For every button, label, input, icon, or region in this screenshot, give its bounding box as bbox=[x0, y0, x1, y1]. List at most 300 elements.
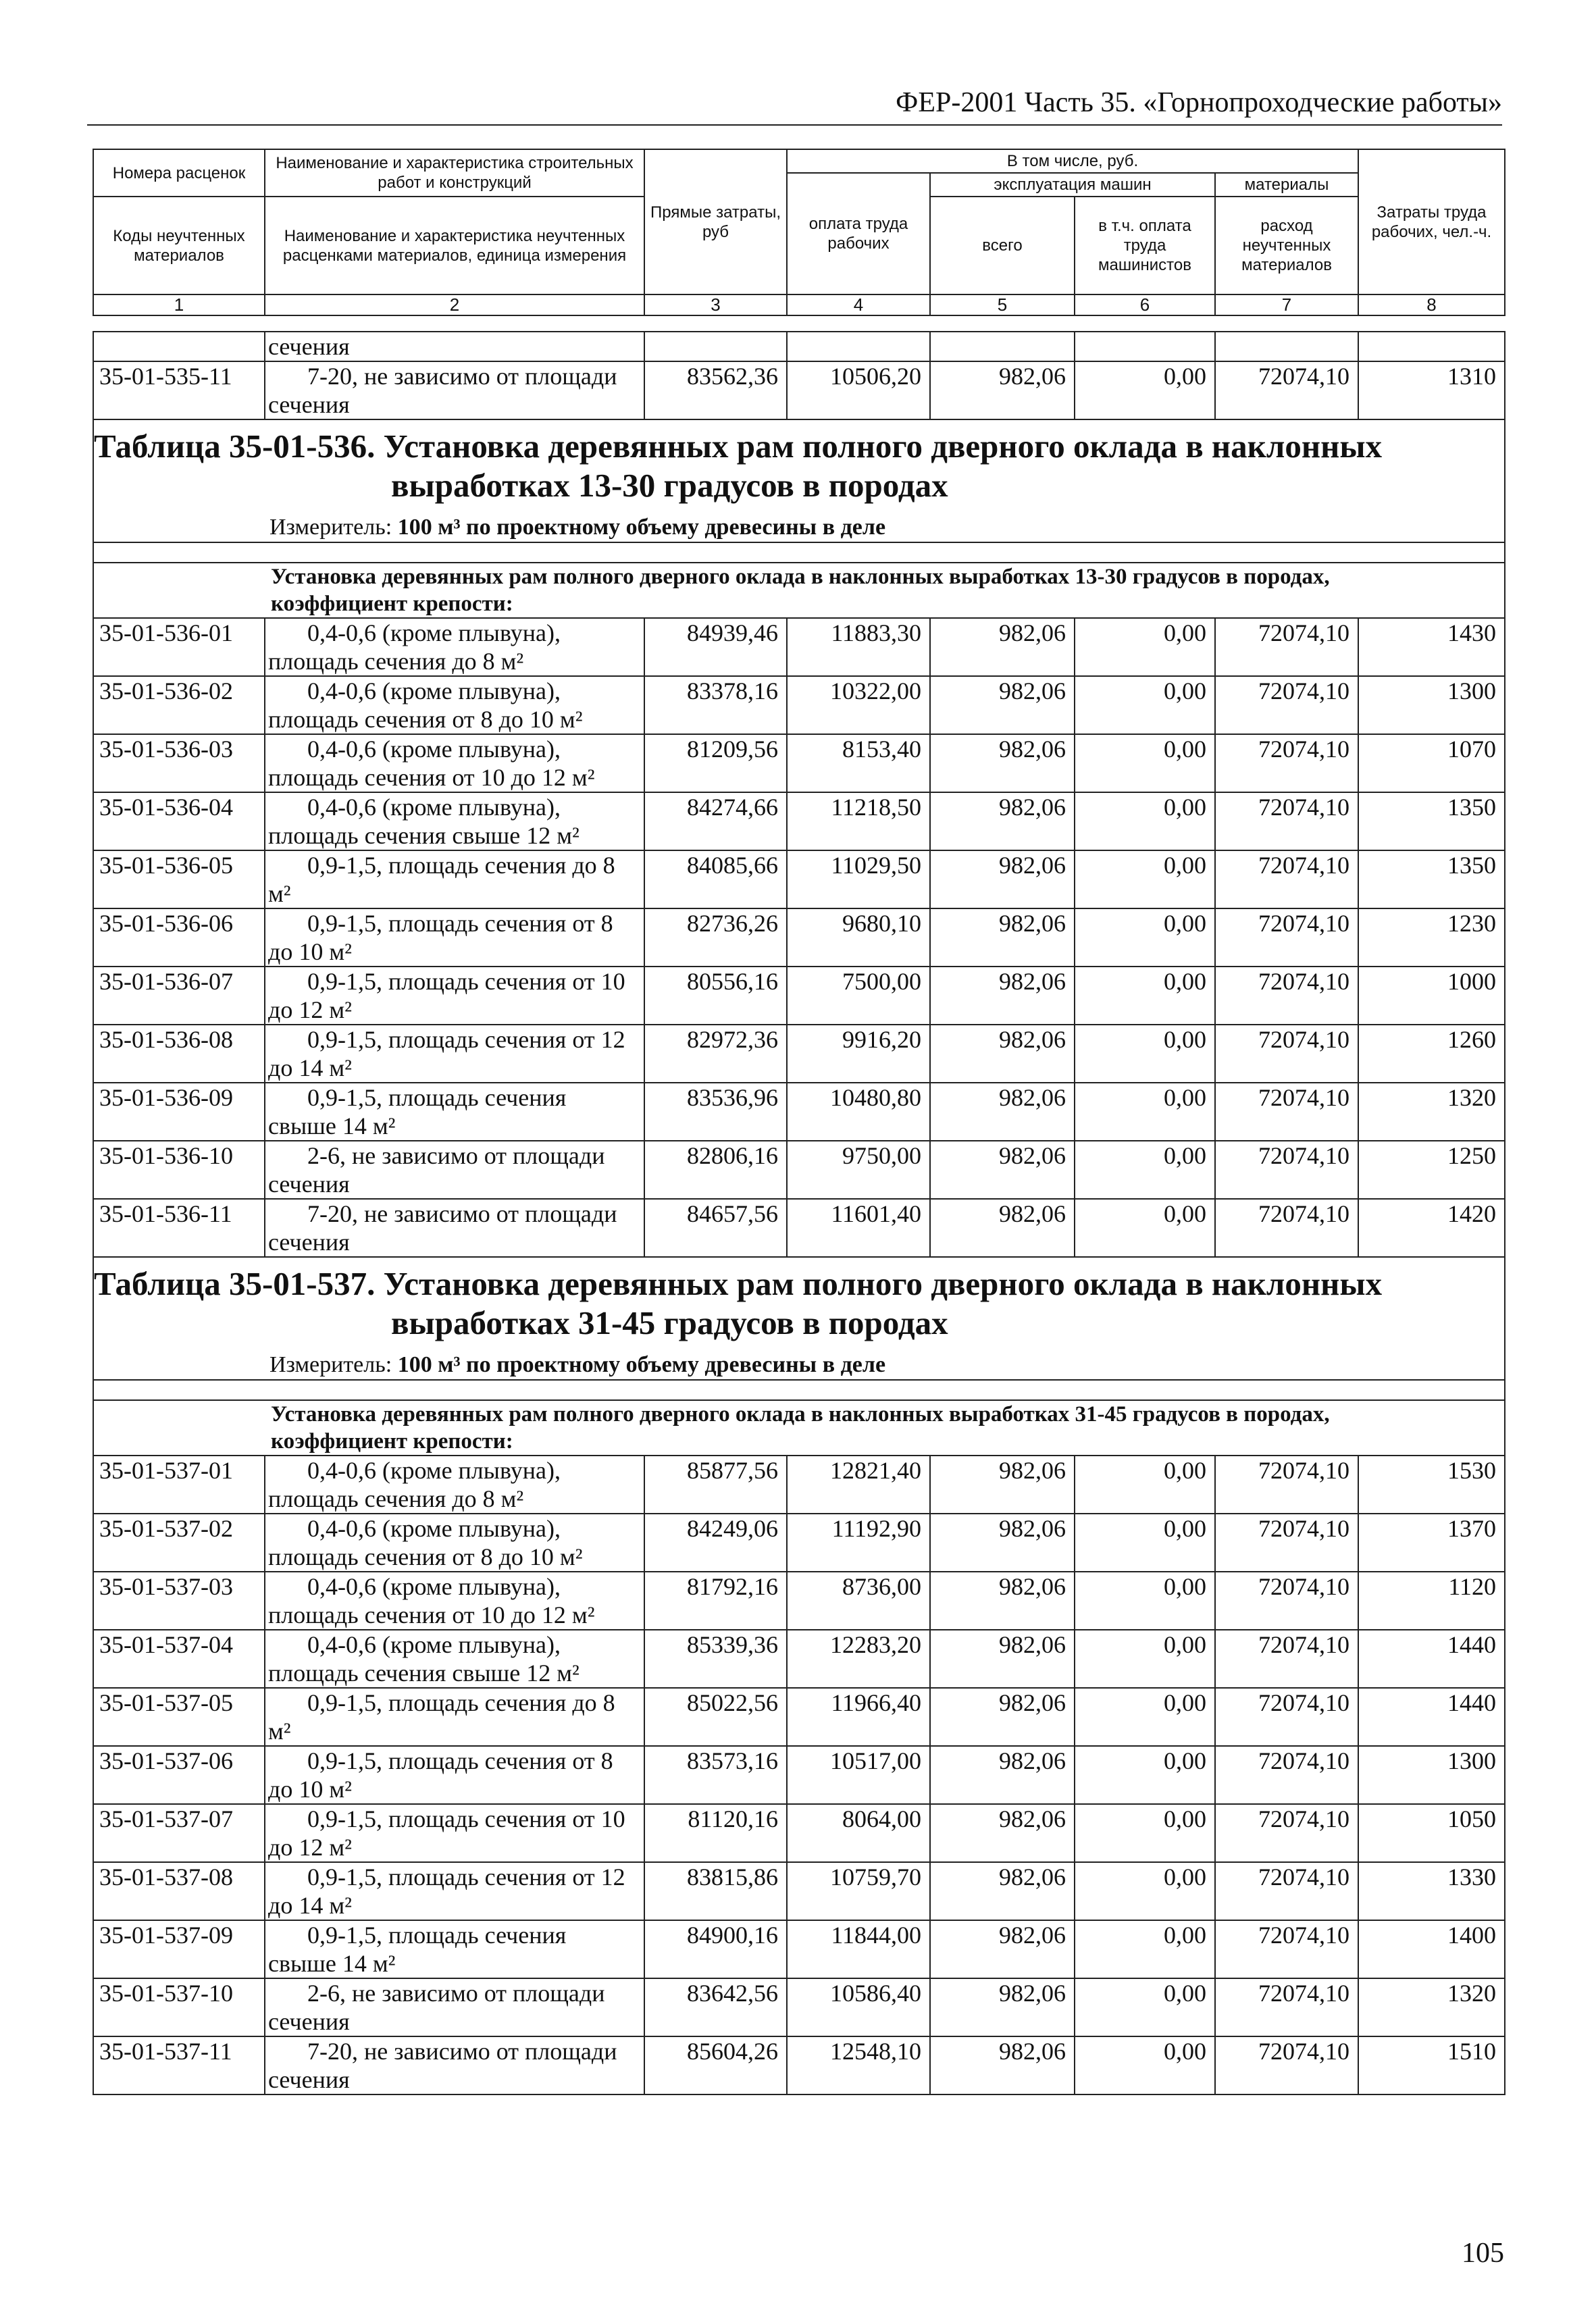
labor-hours-value: 1320 bbox=[1358, 1083, 1505, 1141]
direct-costs-value: 81209,56 bbox=[644, 734, 787, 792]
worker-pay-value: 12283,20 bbox=[787, 1630, 930, 1688]
col-number: 5 bbox=[930, 294, 1075, 315]
description-line: 0,9-1,5, площадь сечения до 8 bbox=[307, 1689, 615, 1716]
measure-unit bbox=[94, 513, 1504, 543]
materials-value: 72074,10 bbox=[1215, 908, 1358, 967]
machines-total-value: 982,06 bbox=[930, 1083, 1075, 1141]
description-line: сечения bbox=[268, 2066, 350, 2093]
direct-costs-value: 83573,16 bbox=[644, 1746, 787, 1804]
table-section-header bbox=[93, 1257, 1505, 1400]
rate-description bbox=[265, 618, 644, 676]
table-title-line: выработках 13-30 градусов в породах bbox=[391, 467, 948, 504]
labor-hours-value: 1440 bbox=[1358, 1630, 1505, 1688]
materials-value: 72074,10 bbox=[1215, 1083, 1358, 1141]
rate-description bbox=[265, 1630, 644, 1688]
rate-code: 35-01-536-08 bbox=[93, 1025, 265, 1083]
rate-code: 35-01-537-07 bbox=[93, 1804, 265, 1862]
work-group-heading bbox=[93, 563, 1505, 618]
running-header: ФЕР-2001 Часть 35. «Горнопроходческие работы» bbox=[87, 86, 1502, 126]
operator-pay-value: 0,00 bbox=[1075, 1630, 1215, 1688]
col-number: 6 bbox=[1075, 294, 1215, 315]
labor-hours-value: 1050 bbox=[1358, 1804, 1505, 1862]
description-line: 0,4-0,6 (кроме плывуна), bbox=[307, 1515, 561, 1542]
rate-code: 35-01-537-09 bbox=[93, 1920, 265, 1978]
measure-label: Измеритель: bbox=[269, 515, 392, 540]
labor-hours-value: 1440 bbox=[1358, 1688, 1505, 1746]
description-line: 0,9-1,5, площадь сечения bbox=[307, 1922, 567, 1949]
machines-total-value: 982,06 bbox=[930, 361, 1075, 419]
direct-costs-value: 84900,16 bbox=[644, 1920, 787, 1978]
rate-description bbox=[265, 1804, 644, 1862]
operator-pay-value: 0,00 bbox=[1075, 1025, 1215, 1083]
description-line: до 14 м² bbox=[268, 1892, 352, 1919]
machines-total-value: 982,06 bbox=[930, 1630, 1075, 1688]
col-number: 1 bbox=[93, 294, 265, 315]
labor-hours-value: 1070 bbox=[1358, 734, 1505, 792]
labor-hours-value: 1230 bbox=[1358, 908, 1505, 967]
direct-costs-value: 83536,96 bbox=[644, 1083, 787, 1141]
table-row bbox=[93, 1025, 1505, 1083]
worker-pay-value: 11966,40 bbox=[787, 1688, 930, 1746]
worker-pay-value: 11218,50 bbox=[787, 792, 930, 850]
machines-total-value: 982,06 bbox=[930, 1572, 1075, 1630]
table-row bbox=[93, 1630, 1505, 1688]
materials-value: 72074,10 bbox=[1215, 361, 1358, 419]
table-row bbox=[93, 734, 1505, 792]
materials-value: 72074,10 bbox=[1215, 850, 1358, 908]
operator-pay-value: 0,00 bbox=[1075, 361, 1215, 419]
machines-total-value: 982,06 bbox=[930, 967, 1075, 1025]
description-line: 0,9-1,5, площадь сечения от 12 bbox=[307, 1863, 625, 1891]
direct-costs-value: 83815,86 bbox=[644, 1862, 787, 1920]
rate-description bbox=[265, 734, 644, 792]
worker-pay-value: 10480,80 bbox=[787, 1083, 930, 1141]
description-line: 0,9-1,5, площадь сечения до 8 bbox=[307, 852, 615, 879]
direct-costs-value: 83378,16 bbox=[644, 676, 787, 734]
operator-pay-value: 0,00 bbox=[1075, 1141, 1215, 1199]
worker-pay-value: 10586,40 bbox=[787, 1978, 930, 2036]
rate-description bbox=[265, 792, 644, 850]
operator-pay-value: 0,00 bbox=[1075, 1456, 1215, 1514]
rate-code: 35-01-536-02 bbox=[93, 676, 265, 734]
worker-pay-value: 10517,00 bbox=[787, 1746, 930, 1804]
rate-code: 35-01-537-08 bbox=[93, 1862, 265, 1920]
direct-costs-value: 85339,36 bbox=[644, 1630, 787, 1688]
rate-code: 35-01-537-11 bbox=[93, 2036, 265, 2094]
materials-value: 72074,10 bbox=[1215, 1572, 1358, 1630]
description-line: 7-20, не зависимо от площади bbox=[307, 2038, 617, 2065]
col-number: 4 bbox=[787, 294, 930, 315]
description-line: до 10 м² bbox=[268, 938, 352, 965]
page-number: 105 bbox=[1462, 2238, 1504, 2269]
labor-hours-value: 1300 bbox=[1358, 676, 1505, 734]
group-line: Установка деревянных рам полного дверного оклада в наклонных выработках 13-30 градусов в породах, bbox=[271, 565, 1330, 589]
worker-pay-value: 11029,50 bbox=[787, 850, 930, 908]
worker-pay-value: 8736,00 bbox=[787, 1572, 930, 1630]
table-row bbox=[93, 967, 1505, 1025]
operator-pay-value: 0,00 bbox=[1075, 1746, 1215, 1804]
operator-pay-value: 0,00 bbox=[1075, 1804, 1215, 1862]
description-line: 0,9-1,5, площадь сечения от 10 bbox=[307, 1805, 625, 1832]
col-number: 7 bbox=[1215, 294, 1358, 315]
col-machines-total: всего bbox=[930, 197, 1075, 294]
worker-pay-value: 7500,00 bbox=[787, 967, 930, 1025]
rate-code: 35-01-537-05 bbox=[93, 1688, 265, 1746]
worker-pay-value: 12548,10 bbox=[787, 2036, 930, 2094]
rate-description bbox=[265, 1862, 644, 1920]
rate-code bbox=[93, 332, 265, 361]
labor-hours-value: 1330 bbox=[1358, 1862, 1505, 1920]
machines-total-value: 982,06 bbox=[930, 850, 1075, 908]
col-operator-pay: в т.ч. оплата труда машинистов bbox=[1075, 197, 1215, 294]
description-line: 0,4-0,6 (кроме плывуна), bbox=[307, 619, 561, 646]
description-line: м² bbox=[268, 880, 291, 907]
materials-value: 72074,10 bbox=[1215, 1199, 1358, 1257]
direct-costs-value: 84249,06 bbox=[644, 1514, 787, 1572]
description-line: площадь сечения свыше 12 м² bbox=[268, 822, 580, 849]
table-title bbox=[94, 1264, 1504, 1343]
table-row bbox=[93, 1688, 1505, 1746]
materials-value: 72074,10 bbox=[1215, 1630, 1358, 1688]
description-line: свыше 14 м² bbox=[268, 1112, 396, 1139]
description-line: 2-6, не зависимо от площади bbox=[307, 1142, 605, 1169]
rate-description bbox=[265, 2036, 644, 2094]
machines-total-value: 982,06 bbox=[930, 1688, 1075, 1746]
rate-description bbox=[265, 1456, 644, 1514]
machines-total-value: 982,06 bbox=[930, 1141, 1075, 1199]
materials-value: 72074,10 bbox=[1215, 1746, 1358, 1804]
table-row bbox=[93, 908, 1505, 967]
materials-value: 72074,10 bbox=[1215, 676, 1358, 734]
rate-description bbox=[265, 1514, 644, 1572]
operator-pay-value: 0,00 bbox=[1075, 792, 1215, 850]
description-line: 0,9-1,5, площадь сечения от 8 bbox=[307, 1747, 613, 1774]
direct-costs-value: 82972,36 bbox=[644, 1025, 787, 1083]
materials-value: 72074,10 bbox=[1215, 967, 1358, 1025]
operator-pay-value: 0,00 bbox=[1075, 1514, 1215, 1572]
description-line: сечения bbox=[268, 1171, 350, 1198]
rate-description bbox=[265, 676, 644, 734]
description-line: 0,4-0,6 (кроме плывуна), bbox=[307, 1573, 561, 1600]
description-line: до 10 м² bbox=[268, 1776, 352, 1803]
rate-code: 35-01-536-01 bbox=[93, 618, 265, 676]
table-row bbox=[93, 1804, 1505, 1862]
materials-value: 72074,10 bbox=[1215, 2036, 1358, 2094]
labor-hours-value: 1430 bbox=[1358, 618, 1505, 676]
worker-pay-value: 9680,10 bbox=[787, 908, 930, 967]
col-number: 8 bbox=[1358, 294, 1505, 315]
direct-costs-value: 81120,16 bbox=[644, 1804, 787, 1862]
machines-total-value: 982,06 bbox=[930, 1514, 1075, 1572]
labor-hours-value: 1250 bbox=[1358, 1141, 1505, 1199]
rate-code: 35-01-537-04 bbox=[93, 1630, 265, 1688]
measure-value: 100 м³ по проектному объему древесины в деле bbox=[397, 515, 886, 540]
rate-description bbox=[265, 1746, 644, 1804]
rate-code: 35-01-536-07 bbox=[93, 967, 265, 1025]
machines-total-value: 982,06 bbox=[930, 1456, 1075, 1514]
materials-value: 72074,10 bbox=[1215, 1804, 1358, 1862]
rate-code: 35-01-537-01 bbox=[93, 1456, 265, 1514]
materials-value: 72074,10 bbox=[1215, 1514, 1358, 1572]
rate-code: 35-01-537-02 bbox=[93, 1514, 265, 1572]
machines-total-value: 982,06 bbox=[930, 792, 1075, 850]
description-line: площадь сечения от 8 до 10 м² bbox=[268, 706, 583, 733]
col-labor-hours: Затраты труда рабочих, чел.-ч. bbox=[1358, 149, 1505, 294]
materials-value: 72074,10 bbox=[1215, 1456, 1358, 1514]
description-line: 7-20, не зависимо от площади bbox=[307, 1200, 617, 1227]
rate-description: сечения bbox=[265, 332, 644, 361]
labor-hours-value: 1370 bbox=[1358, 1514, 1505, 1572]
materials-value: 72074,10 bbox=[1215, 1862, 1358, 1920]
group-line: коэффициент крепости: bbox=[271, 592, 513, 616]
direct-costs-value: 84085,66 bbox=[644, 850, 787, 908]
col-materials-use: расход неучтенных материалов bbox=[1215, 197, 1358, 294]
col-number: 3 bbox=[644, 294, 787, 315]
table-section-header bbox=[93, 419, 1505, 563]
col-worker-pay: оплата труда рабочих bbox=[787, 173, 930, 294]
operator-pay-value: 0,00 bbox=[1075, 1572, 1215, 1630]
rate-code: 35-01-536-05 bbox=[93, 850, 265, 908]
rate-description bbox=[265, 850, 644, 908]
labor-hours-value: 1510 bbox=[1358, 2036, 1505, 2094]
description-line: до 12 м² bbox=[268, 996, 352, 1023]
table-row bbox=[93, 1746, 1505, 1804]
operator-pay-value: 0,00 bbox=[1075, 2036, 1215, 2094]
labor-hours-value: 1000 bbox=[1358, 967, 1505, 1025]
machines-total-value: 982,06 bbox=[930, 618, 1075, 676]
operator-pay-value: 0,00 bbox=[1075, 908, 1215, 967]
machines-total-value: 982,06 bbox=[930, 1978, 1075, 2036]
materials-value: 72074,10 bbox=[1215, 1978, 1358, 2036]
labor-hours-value: 1300 bbox=[1358, 1746, 1505, 1804]
materials-value: 72074,10 bbox=[1215, 1025, 1358, 1083]
materials-value: 72074,10 bbox=[1215, 1141, 1358, 1199]
direct-costs-value: 85877,56 bbox=[644, 1456, 787, 1514]
machines-total-value: 982,06 bbox=[930, 1804, 1075, 1862]
table-row bbox=[93, 1572, 1505, 1630]
rate-code: 35-01-537-03 bbox=[93, 1572, 265, 1630]
machines-total-value: 982,06 bbox=[930, 734, 1075, 792]
table-row bbox=[93, 1456, 1505, 1514]
worker-pay-value: 8064,00 bbox=[787, 1804, 930, 1862]
machines-total-value: 982,06 bbox=[930, 1920, 1075, 1978]
operator-pay-value: 0,00 bbox=[1075, 1688, 1215, 1746]
operator-pay-value: 0,00 bbox=[1075, 1862, 1215, 1920]
description-line: 2-6, не зависимо от площади bbox=[307, 1980, 605, 2007]
operator-pay-value: 0,00 bbox=[1075, 1083, 1215, 1141]
description-line: 0,4-0,6 (кроме плывуна), bbox=[307, 1631, 561, 1658]
direct-costs-value: 84657,56 bbox=[644, 1199, 787, 1257]
rate-code: 35-01-536-04 bbox=[93, 792, 265, 850]
description-line: 0,9-1,5, площадь сечения bbox=[307, 1084, 567, 1111]
description-line: 0,4-0,6 (кроме плывуна), bbox=[307, 1457, 561, 1484]
table-row bbox=[93, 618, 1505, 676]
description-line: сечения bbox=[268, 1229, 350, 1256]
labor-hours-value: 1120 bbox=[1358, 1572, 1505, 1630]
group-line: Установка деревянных рам полного дверного оклада в наклонных выработках 31-45 градусов в породах, bbox=[271, 1402, 1330, 1426]
table-title bbox=[94, 427, 1504, 505]
labor-hours-value: 1420 bbox=[1358, 1199, 1505, 1257]
work-group-heading bbox=[93, 1400, 1505, 1456]
direct-costs-value: 85604,26 bbox=[644, 2036, 787, 2094]
machines-total-value: 982,06 bbox=[930, 908, 1075, 967]
table-row bbox=[93, 332, 1505, 361]
description-line: сечения bbox=[268, 391, 350, 418]
table-row bbox=[93, 361, 1505, 419]
rates-table bbox=[93, 331, 1505, 2095]
materials-value: 72074,10 bbox=[1215, 1688, 1358, 1746]
description-line: площадь сечения от 10 до 12 м² bbox=[268, 764, 595, 791]
column-header-table bbox=[93, 149, 1505, 316]
worker-pay-value: 10322,00 bbox=[787, 676, 930, 734]
col-codes-top: Номера расценок bbox=[93, 149, 265, 197]
direct-costs-value: 84274,66 bbox=[644, 792, 787, 850]
operator-pay-value: 0,00 bbox=[1075, 967, 1215, 1025]
description-line: 0,9-1,5, площадь сечения от 10 bbox=[307, 968, 625, 995]
col-codes-bottom: Коды неучтенных материалов bbox=[93, 197, 265, 294]
description-line: площадь сечения до 8 м² bbox=[268, 1485, 524, 1512]
operator-pay-value: 0,00 bbox=[1075, 734, 1215, 792]
direct-costs-value: 81792,16 bbox=[644, 1572, 787, 1630]
col-name-top: Наименование и характеристика строительных работ и конструкций bbox=[265, 149, 644, 197]
worker-pay-value: 8153,40 bbox=[787, 734, 930, 792]
table-row bbox=[93, 1514, 1505, 1572]
machines-total-value: 982,06 bbox=[930, 1025, 1075, 1083]
machines-total-value: 982,06 bbox=[930, 1862, 1075, 1920]
operator-pay-value: 0,00 bbox=[1075, 1199, 1215, 1257]
rate-description bbox=[265, 1025, 644, 1083]
direct-costs-value: 82736,26 bbox=[644, 908, 787, 967]
rate-description bbox=[265, 908, 644, 967]
labor-hours-value: 1260 bbox=[1358, 1025, 1505, 1083]
direct-costs-value: 83642,56 bbox=[644, 1978, 787, 2036]
worker-pay-value: 11844,00 bbox=[787, 1920, 930, 1978]
machines-total-value: 982,06 bbox=[930, 2036, 1075, 2094]
description-line: 0,9-1,5, площадь сечения от 8 bbox=[307, 910, 613, 937]
description-line: площадь сечения от 8 до 10 м² bbox=[268, 1543, 583, 1570]
worker-pay-value: 9916,20 bbox=[787, 1025, 930, 1083]
machines-total-value: 982,06 bbox=[930, 676, 1075, 734]
description-line: 0,4-0,6 (кроме плывуна), bbox=[307, 736, 561, 763]
labor-hours-value: 1400 bbox=[1358, 1920, 1505, 1978]
table-title-line: Таблица 35-01-537. Установка деревянных рам полного дверного оклада в наклонных bbox=[94, 1265, 1383, 1302]
description-line: 0,9-1,5, площадь сечения от 12 bbox=[307, 1026, 625, 1053]
worker-pay-value: 11883,30 bbox=[787, 618, 930, 676]
rate-code: 35-01-537-10 bbox=[93, 1978, 265, 2036]
col-materials: материалы bbox=[1215, 173, 1358, 197]
table-row bbox=[93, 1083, 1505, 1141]
labor-hours-value: 1320 bbox=[1358, 1978, 1505, 2036]
rate-description bbox=[265, 1572, 644, 1630]
direct-costs-value: 82806,16 bbox=[644, 1141, 787, 1199]
description-line: сечения bbox=[268, 2008, 350, 2035]
rate-description bbox=[265, 1978, 644, 2036]
description-line: до 12 м² bbox=[268, 1834, 352, 1861]
worker-pay-value: 10759,70 bbox=[787, 1862, 930, 1920]
rate-description bbox=[265, 1688, 644, 1746]
col-including: В том числе, руб. bbox=[787, 149, 1358, 173]
machines-total-value: 982,06 bbox=[930, 1746, 1075, 1804]
table-row bbox=[93, 1141, 1505, 1199]
rate-description bbox=[265, 361, 644, 419]
direct-costs-value: 85022,56 bbox=[644, 1688, 787, 1746]
description-line: свыше 14 м² bbox=[268, 1950, 396, 1977]
description-line: площадь сечения до 8 м² bbox=[268, 648, 524, 675]
rate-code: 35-01-536-03 bbox=[93, 734, 265, 792]
measure-value: 100 м³ по проектному объему древесины в деле bbox=[397, 1352, 886, 1377]
table-row bbox=[93, 1978, 1505, 2036]
labor-hours-value: 1350 bbox=[1358, 792, 1505, 850]
rate-description bbox=[265, 1199, 644, 1257]
rate-code: 35-01-537-06 bbox=[93, 1746, 265, 1804]
worker-pay-value: 9750,00 bbox=[787, 1141, 930, 1199]
table-row bbox=[93, 792, 1505, 850]
operator-pay-value: 0,00 bbox=[1075, 618, 1215, 676]
measure-label: Измеритель: bbox=[269, 1352, 392, 1377]
rate-code: 35-01-536-11 bbox=[93, 1199, 265, 1257]
worker-pay-value: 11192,90 bbox=[787, 1514, 930, 1572]
direct-costs-value: 80556,16 bbox=[644, 967, 787, 1025]
description-line: 0,4-0,6 (кроме плывуна), bbox=[307, 794, 561, 821]
table-row bbox=[93, 850, 1505, 908]
materials-value: 72074,10 bbox=[1215, 618, 1358, 676]
rate-code: 35-01-536-06 bbox=[93, 908, 265, 967]
description-line: м² bbox=[268, 1718, 291, 1745]
table-row bbox=[93, 676, 1505, 734]
rate-code: 35-01-535-11 bbox=[93, 361, 265, 419]
materials-value: 72074,10 bbox=[1215, 734, 1358, 792]
rate-code: 35-01-536-10 bbox=[93, 1141, 265, 1199]
operator-pay-value: 0,00 bbox=[1075, 1978, 1215, 2036]
col-machines: эксплуатация машин bbox=[930, 173, 1215, 197]
col-number: 2 bbox=[265, 294, 644, 315]
table-row bbox=[93, 1862, 1505, 1920]
group-line: коэффициент крепости: bbox=[271, 1429, 513, 1454]
labor-hours-value: 1310 bbox=[1358, 361, 1505, 419]
machines-total-value: 982,06 bbox=[930, 1199, 1075, 1257]
description-line: 7-20, не зависимо от площади bbox=[307, 363, 617, 390]
direct-costs-value: 83562,36 bbox=[644, 361, 787, 419]
operator-pay-value: 0,00 bbox=[1075, 850, 1215, 908]
labor-hours-value: 1350 bbox=[1358, 850, 1505, 908]
table-row bbox=[93, 1199, 1505, 1257]
table-row bbox=[93, 1920, 1505, 1978]
worker-pay-value: 10506,20 bbox=[787, 361, 930, 419]
labor-hours-value: 1530 bbox=[1358, 1456, 1505, 1514]
description-line: 0,4-0,6 (кроме плывуна), bbox=[307, 677, 561, 704]
rate-description bbox=[265, 967, 644, 1025]
col-name-bottom: Наименование и характеристика неучтенных расценками материалов, единица измерения bbox=[265, 197, 644, 294]
materials-value: 72074,10 bbox=[1215, 792, 1358, 850]
worker-pay-value: 11601,40 bbox=[787, 1199, 930, 1257]
materials-value: 72074,10 bbox=[1215, 1920, 1358, 1978]
table-title-line: Таблица 35-01-536. Установка деревянных рам полного дверного оклада в наклонных bbox=[94, 428, 1383, 465]
rate-description bbox=[265, 1920, 644, 1978]
rate-description bbox=[265, 1083, 644, 1141]
direct-costs-value: 84939,46 bbox=[644, 618, 787, 676]
operator-pay-value: 0,00 bbox=[1075, 1920, 1215, 1978]
description-line: площадь сечения от 10 до 12 м² bbox=[268, 1601, 595, 1628]
operator-pay-value: 0,00 bbox=[1075, 676, 1215, 734]
table-row bbox=[93, 2036, 1505, 2094]
rate-code: 35-01-536-09 bbox=[93, 1083, 265, 1141]
measure-unit bbox=[94, 1351, 1504, 1381]
col-direct-costs: Прямые затраты, руб bbox=[644, 149, 787, 294]
table-title-line: выработках 31-45 градусов в породах bbox=[391, 1304, 948, 1341]
rate-description bbox=[265, 1141, 644, 1199]
description-line: площадь сечения свыше 12 м² bbox=[268, 1660, 580, 1687]
worker-pay-value: 12821,40 bbox=[787, 1456, 930, 1514]
